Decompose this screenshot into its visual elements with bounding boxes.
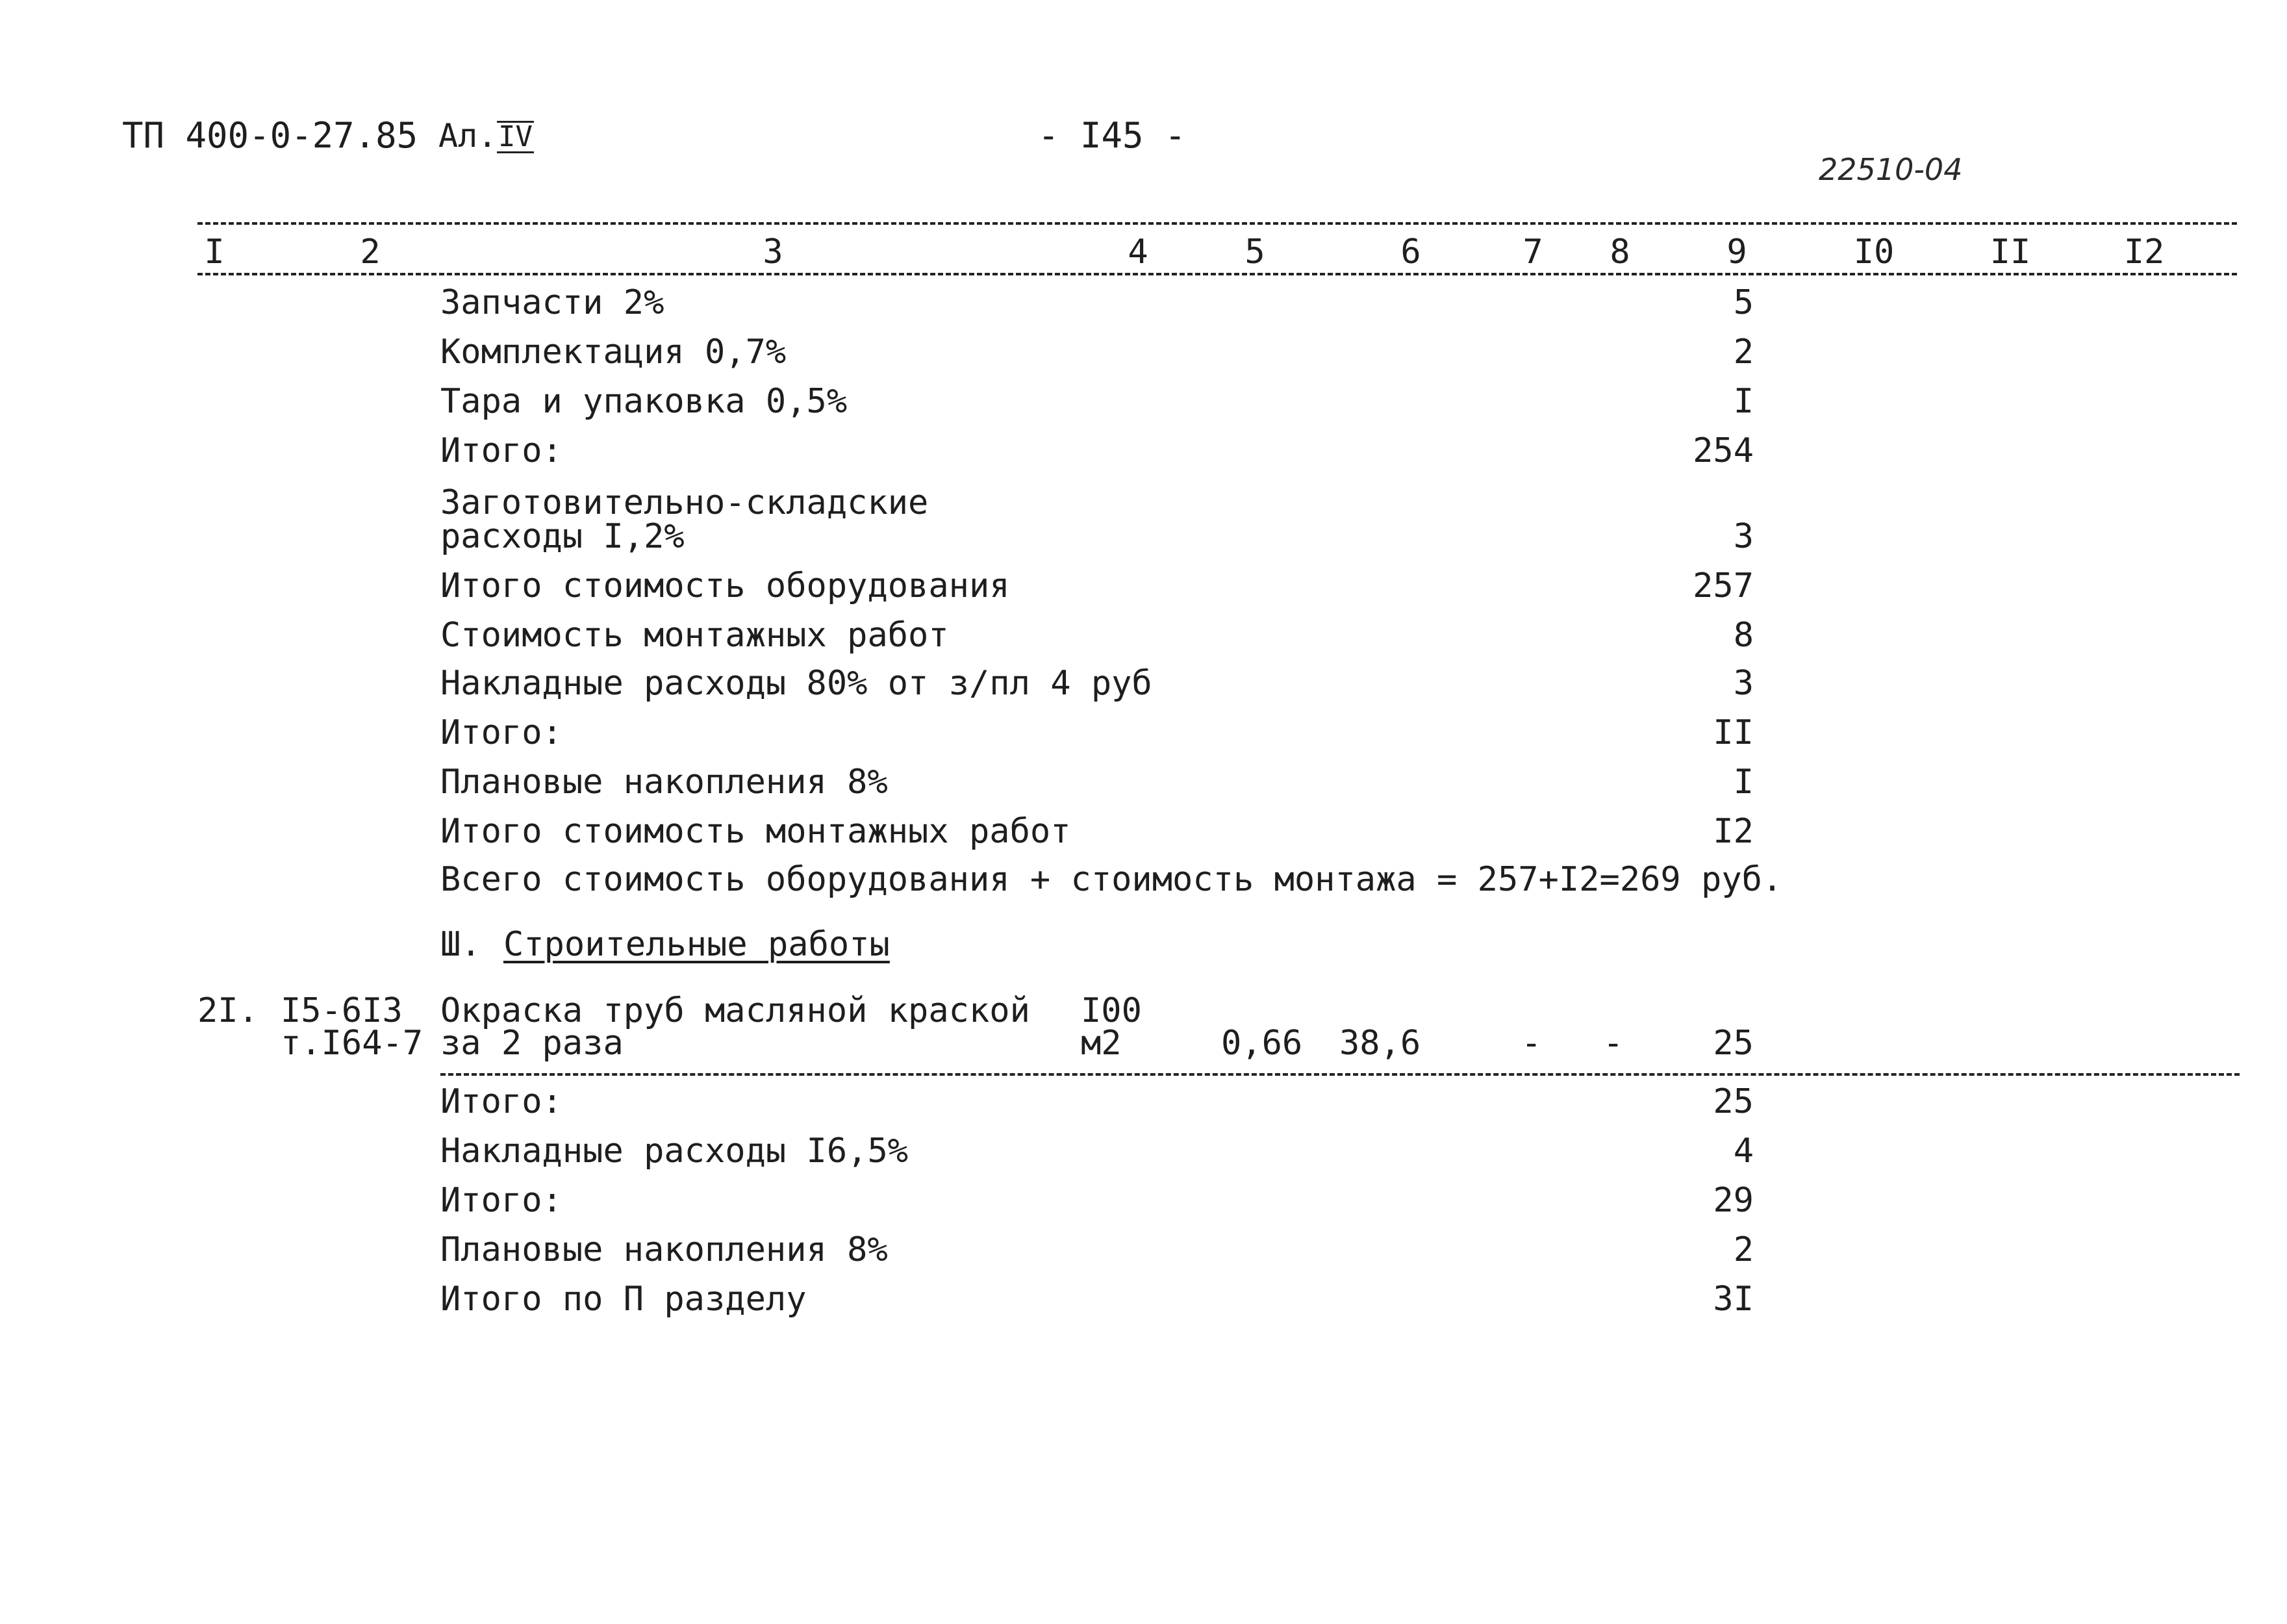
summary-row-label: Итого:: [440, 1181, 562, 1220]
summary-row-value: 254: [1693, 431, 1754, 470]
column-number: 4: [1128, 233, 1148, 272]
column-number: 3: [763, 233, 783, 272]
column-number: 8: [1610, 233, 1630, 272]
summary-row-value: 3: [1733, 517, 1754, 556]
section-number: Ш.: [440, 925, 481, 964]
handwritten-code: 22510-04: [1819, 152, 1963, 187]
section-title: Строительные работы: [503, 925, 890, 964]
page-number: - I45 -: [1038, 115, 1186, 156]
summary-row-value: 29: [1713, 1181, 1754, 1220]
column-number: I0: [1853, 233, 1895, 272]
summary-row-value: II: [1713, 713, 1754, 752]
item-unit: м2: [1081, 1024, 1122, 1063]
album-number: IV: [498, 120, 533, 153]
column-number: II: [1990, 233, 2031, 272]
summary-row-value: I: [1733, 382, 1754, 421]
summary-row-value: 257: [1693, 566, 1754, 605]
summary-row-label: Заготовительно-складские: [440, 483, 929, 522]
summary-row-label: Накладные расходы 80% от з/пл 4 руб: [440, 664, 1152, 703]
summary-row-label: Итого стоимость монтажных работ: [440, 812, 1071, 851]
summary-row-value: 2: [1733, 1230, 1754, 1269]
summary-row-value: I2: [1713, 812, 1754, 851]
item-number: 2I.: [197, 991, 259, 1030]
summary-row-value: 25: [1713, 1082, 1754, 1121]
summary-row-label: Итого:: [440, 1082, 562, 1121]
grand-total-line: Всего стоимость оборудования + стоимость монтажа = 257+I2=269 руб.: [440, 860, 1783, 899]
summary-row-label: Накладные расходы I6,5%: [440, 1132, 909, 1171]
column-number: 9: [1726, 233, 1747, 272]
column-number: 6: [1400, 233, 1421, 272]
column-number: I2: [2123, 233, 2165, 272]
column-number: 7: [1523, 233, 1543, 272]
summary-row-label: Комплектация 0,7%: [440, 333, 787, 372]
row-separator-line: [440, 1073, 2240, 1076]
summary-row-label: Стоимость монтажных работ: [440, 616, 949, 655]
item-quantity: 0,66: [1221, 1024, 1303, 1063]
summary-row-label: Плановые накопления 8%: [440, 763, 888, 802]
summary-row-value: 8: [1733, 616, 1754, 655]
summary-row-label: Тара и упаковка 0,5%: [440, 382, 848, 421]
summary-row-value: 3: [1733, 664, 1754, 703]
item-code-ref: т.I64-7: [281, 1024, 423, 1063]
summary-row-value: 5: [1733, 283, 1754, 322]
summary-row-label: Итого:: [440, 431, 562, 470]
item-col8: -: [1603, 1024, 1624, 1063]
column-number: I: [204, 233, 225, 272]
album-label: Ал.: [438, 117, 498, 155]
summary-row-label: Плановые накопления 8%: [440, 1230, 888, 1269]
column-number: 2: [360, 233, 381, 272]
summary-row-label: Итого:: [440, 713, 562, 752]
item-col7: -: [1521, 1024, 1542, 1063]
column-number: 5: [1245, 233, 1265, 272]
item-code: I5-6I3: [281, 991, 403, 1030]
summary-row-label: Запчасти 2%: [440, 283, 664, 322]
summary-row-value: 2: [1733, 333, 1754, 372]
summary-row-value: I: [1733, 763, 1754, 802]
item-total: 25: [1713, 1024, 1754, 1063]
item-name: Окраска труб масляной краской: [440, 991, 1030, 1030]
summary-row-value: 3I: [1713, 1280, 1754, 1319]
column-ruler-top-line: [197, 222, 2237, 225]
summary-row-label: расходы I,2%: [440, 517, 685, 556]
item-unit-price: 38,6: [1339, 1024, 1421, 1063]
item-name-cont: за 2 раза: [440, 1024, 624, 1063]
summary-row-value: 4: [1733, 1132, 1754, 1171]
summary-row-label: Итого по П разделу: [440, 1280, 807, 1319]
column-ruler-bottom-line: [197, 273, 2237, 275]
doc-code: ТП 400-0-27.85: [122, 115, 418, 156]
item-unit-qty: I00: [1081, 991, 1142, 1030]
summary-row-label: Итого стоимость оборудования: [440, 566, 1010, 605]
